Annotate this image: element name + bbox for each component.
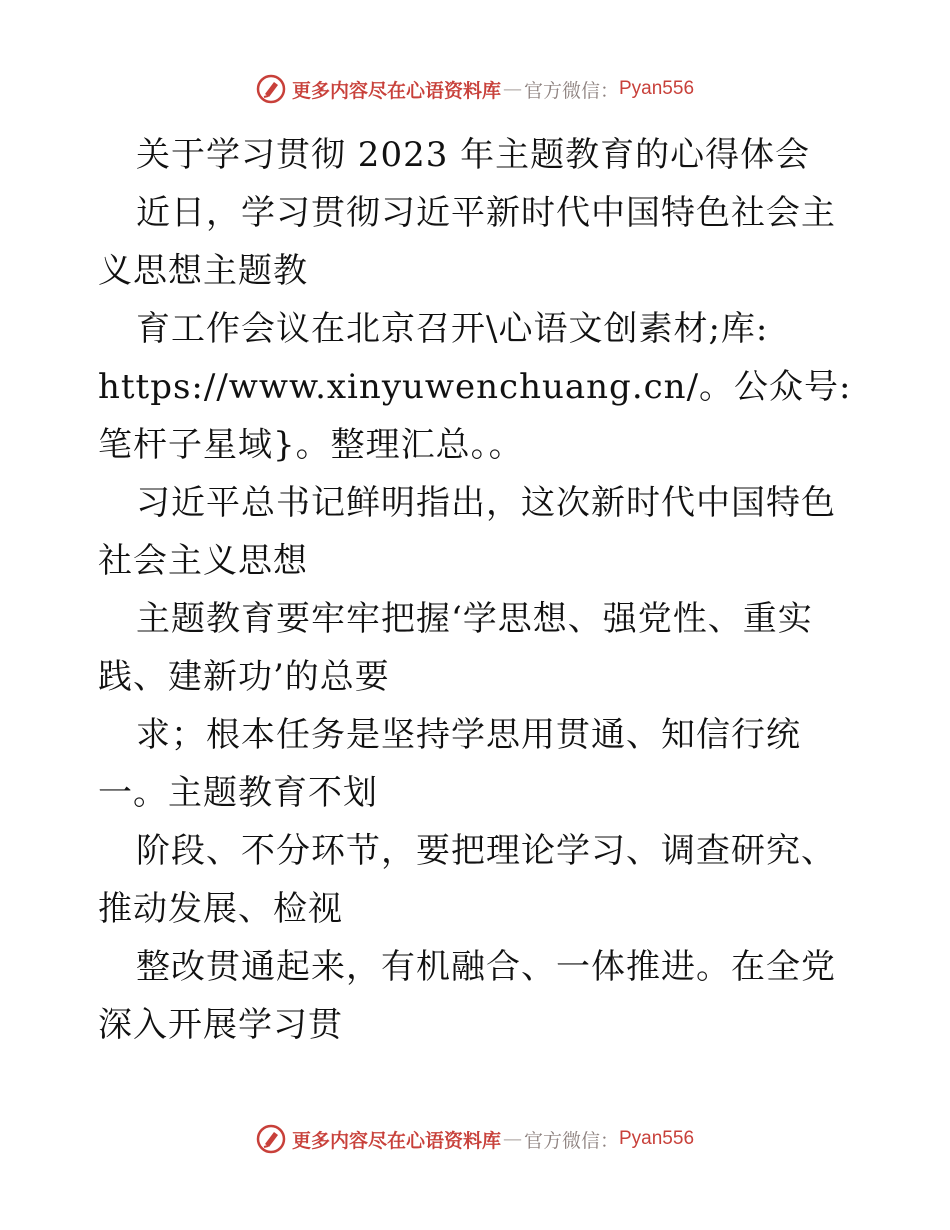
logo-icon xyxy=(256,74,286,104)
watermark-text: 更多内容尽在心语资料库 xyxy=(291,79,501,102)
watermark-account: Pyan556 xyxy=(619,78,695,99)
document-body xyxy=(98,126,858,1054)
header-watermark xyxy=(0,74,950,104)
watermark-account: Pyan556 xyxy=(619,1128,695,1149)
paragraph-6: 阶段、不分环节，要把理论学习、调查研究、推动发展、检视 xyxy=(98,831,836,929)
paragraph-5: 求；根本任务是坚持学思用贯通、知信行统一。主题教育不划 xyxy=(98,715,801,813)
footer-watermark xyxy=(0,1124,950,1154)
watermark-separator: — xyxy=(502,1128,522,1150)
watermark-separator: — xyxy=(502,78,522,100)
watermark-official-label: 官方微信： xyxy=(523,79,619,102)
logo-icon xyxy=(256,1124,286,1154)
watermark-text: 更多内容尽在心语资料库 xyxy=(291,1129,501,1152)
paragraph-7: 整改贯通起来，有机融合、一体推进。在全党深入开展学习贯 xyxy=(98,947,836,1045)
paragraph-4: 主题教育要牢牢把握‘学思想、强党性、重实践、建新功’的总要 xyxy=(98,599,813,697)
paragraph-2: 育工作会议在北京召开\心语文创素材;库: https://www.xinyuwenchuang.cn/。公众号: 笔杆子星域}。整理汇总。。 xyxy=(98,309,852,465)
watermark-official-label: 官方微信： xyxy=(523,1129,619,1152)
paragraph-1: 近日，学习贯彻习近平新时代中国特色社会主义思想主题教 xyxy=(98,193,836,291)
paragraph-3: 习近平总书记鲜明指出，这次新时代中国特色社会主义思想 xyxy=(98,483,836,581)
document-title: 关于学习贯彻 2023 年主题教育的心得体会 xyxy=(136,135,811,175)
